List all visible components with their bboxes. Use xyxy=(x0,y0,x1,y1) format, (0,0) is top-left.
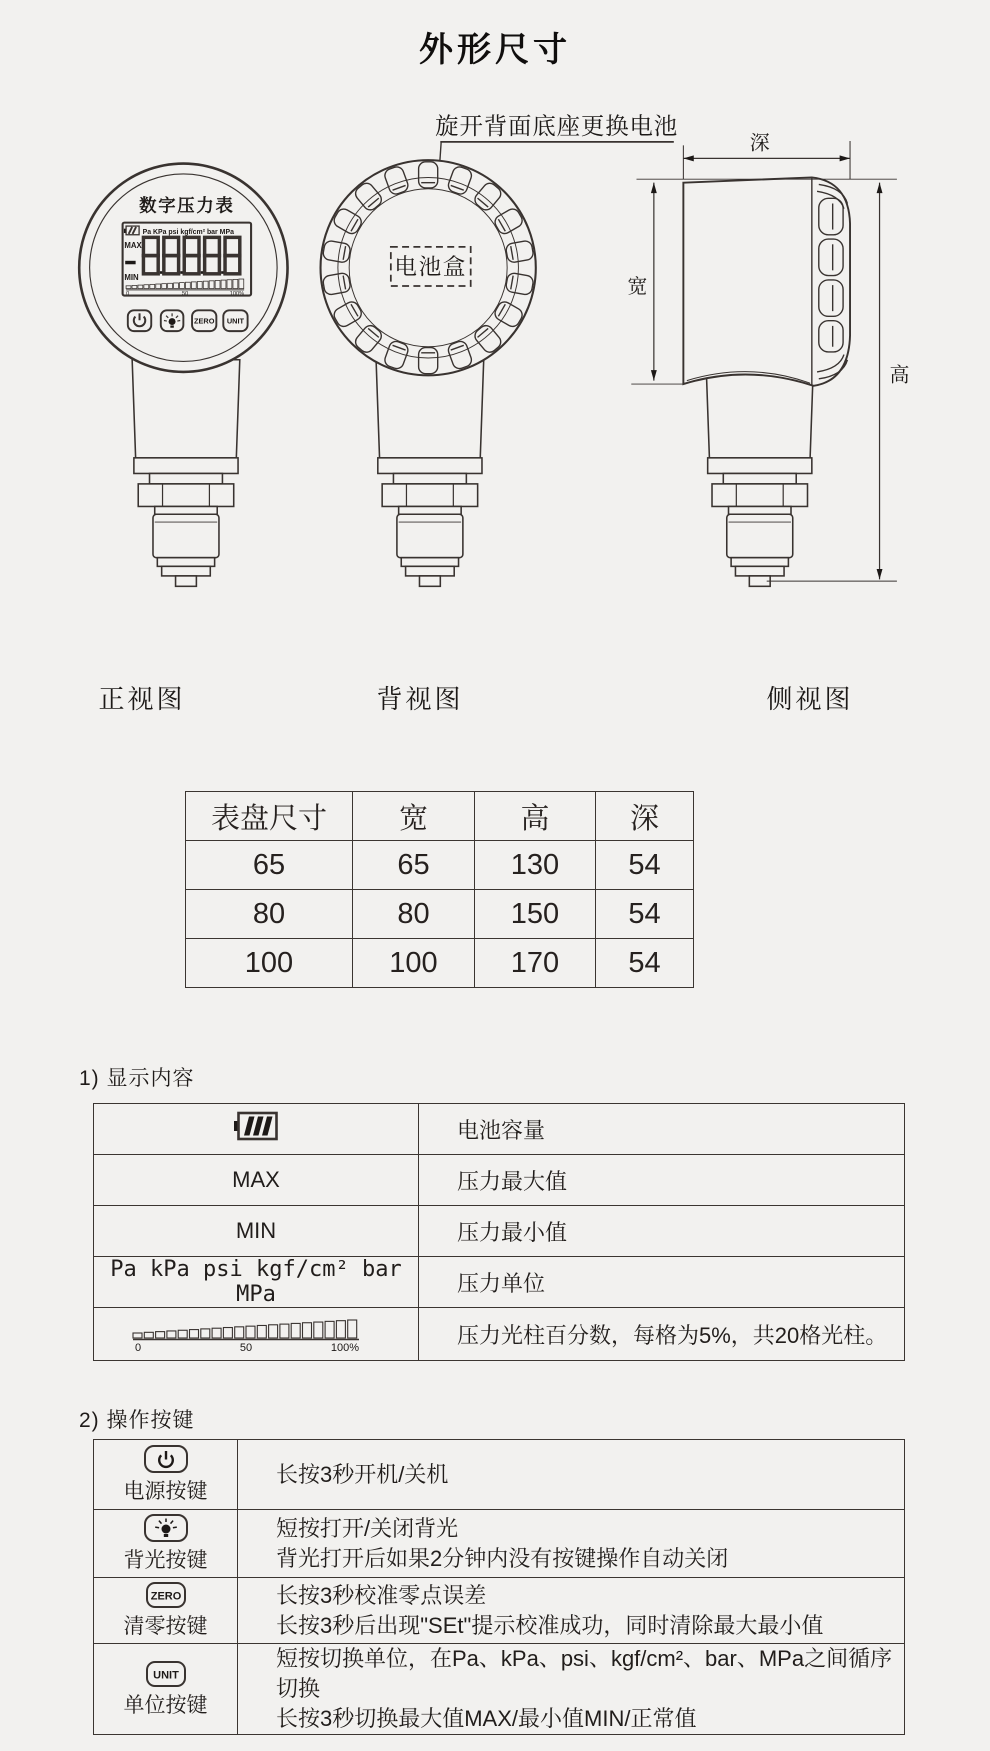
dimension-depth xyxy=(683,132,850,180)
zero-button-icon xyxy=(143,1581,189,1609)
side-view xyxy=(683,177,850,385)
svg-text:50: 50 xyxy=(239,1342,253,1354)
size-table xyxy=(185,791,694,988)
table-row xyxy=(94,1644,905,1735)
display-content-table xyxy=(93,1103,905,1361)
table-row xyxy=(94,1510,905,1578)
display-row-desc: 压力最小值 xyxy=(419,1206,905,1257)
svg-text:ZERO: ZERO xyxy=(150,1590,181,1603)
size-header-dial: 表盘尺寸 xyxy=(186,792,353,841)
bar-graph-icon xyxy=(131,1308,381,1354)
key-name: 背光按键 xyxy=(123,1549,208,1572)
svg-text:UNIT: UNIT xyxy=(152,1669,179,1681)
section2-heading: 2) 操作按键 xyxy=(79,1409,195,1432)
display-row-desc: 电池容量 xyxy=(419,1104,905,1155)
dial-title: 数字压力表 xyxy=(139,195,235,216)
dimension-width xyxy=(627,183,683,384)
width-label: 宽 xyxy=(627,275,648,298)
lcd-units: Pa KPa psi kgf/cm² bar MPa xyxy=(142,228,234,236)
battery-icon xyxy=(233,1110,279,1142)
front-view xyxy=(79,164,287,372)
table-row xyxy=(94,1155,905,1206)
size-header-height: 高 xyxy=(475,792,596,841)
key-name: 电源按键 xyxy=(123,1480,208,1503)
size-header-width: 宽 xyxy=(353,792,475,841)
back-view-caption: 背视图 xyxy=(376,684,464,714)
unit-button-icon xyxy=(143,1660,189,1688)
lcd-max-label: MAX xyxy=(124,240,142,250)
power-icon xyxy=(143,1444,189,1474)
side-stem xyxy=(706,360,814,587)
pressure-units-symbol: Pa kPa psi kgf/cm² bar MPa xyxy=(94,1257,419,1308)
table-row xyxy=(94,1440,905,1510)
battery-note-text: 旋开背面底座更换电池 xyxy=(435,113,679,140)
key-description: 短按切换单位，在Pa、kPa、psi、kgf/cm²、bar、MPa之间循序切换 长按3秒切换最大值MAX/最小值MIN/正常值 xyxy=(276,1646,893,1731)
table-row: 80 80 150 54 xyxy=(186,890,694,939)
back-stem xyxy=(376,360,484,587)
display-row-desc: 压力最大值 xyxy=(419,1155,905,1206)
table-row xyxy=(94,1206,905,1257)
lcd-tick-50: 50 xyxy=(181,291,189,298)
operation-buttons-table xyxy=(93,1439,905,1735)
front-stem xyxy=(132,360,240,587)
lcd-tick-0: 0 xyxy=(126,291,130,298)
backlight-icon xyxy=(143,1513,189,1543)
page-title: 外形尺寸 xyxy=(419,31,571,69)
max-symbol: MAX xyxy=(94,1155,419,1206)
key-name: 清零按键 xyxy=(123,1615,208,1638)
display-row-desc: 压力单位 xyxy=(419,1257,905,1308)
svg-text:100%: 100% xyxy=(330,1342,359,1354)
size-header-depth: 深 xyxy=(596,792,694,841)
size-table-header-row xyxy=(186,792,694,841)
side-view-caption: 侧视图 xyxy=(766,684,854,714)
key-description: 短按打开/关闭背光 背光打开后如果2分钟内没有按键操作自动关闭 xyxy=(276,1515,729,1571)
table-row xyxy=(94,1578,905,1644)
table-row: 100 100 170 54 xyxy=(186,939,694,988)
min-symbol: MIN xyxy=(94,1206,419,1257)
key-description: 长按3秒校准零点误差 长按3秒后出现"SEt"提示校准成功，同时清除最大最小值 xyxy=(276,1582,824,1638)
lcd-min-label: MIN xyxy=(124,272,139,282)
back-view xyxy=(321,160,536,375)
front-view-caption: 正视图 xyxy=(98,684,186,714)
dimension-drawing xyxy=(0,95,990,720)
section1-heading: 1) 显示内容 xyxy=(79,1067,195,1090)
key-name: 单位按键 xyxy=(123,1693,208,1717)
table-row xyxy=(94,1308,905,1361)
battery-box-label: 电池盒 xyxy=(394,254,468,280)
lcd-tick-100: 100% xyxy=(229,291,245,298)
svg-text:0: 0 xyxy=(135,1342,142,1354)
table-row: 65 65 130 54 xyxy=(186,841,694,890)
lcd-minus-sign xyxy=(125,261,135,264)
height-label: 高 xyxy=(889,364,910,387)
svg-text:ZERO: ZERO xyxy=(193,316,215,326)
svg-text:UNIT: UNIT xyxy=(226,316,245,326)
table-row xyxy=(94,1257,905,1308)
display-row-desc: 压力光柱百分数，每格为5%，共20格光柱。 xyxy=(419,1308,905,1361)
depth-label: 深 xyxy=(749,132,770,155)
key-description: 长按3秒开机/关机 xyxy=(276,1461,449,1487)
table-row xyxy=(94,1104,905,1155)
